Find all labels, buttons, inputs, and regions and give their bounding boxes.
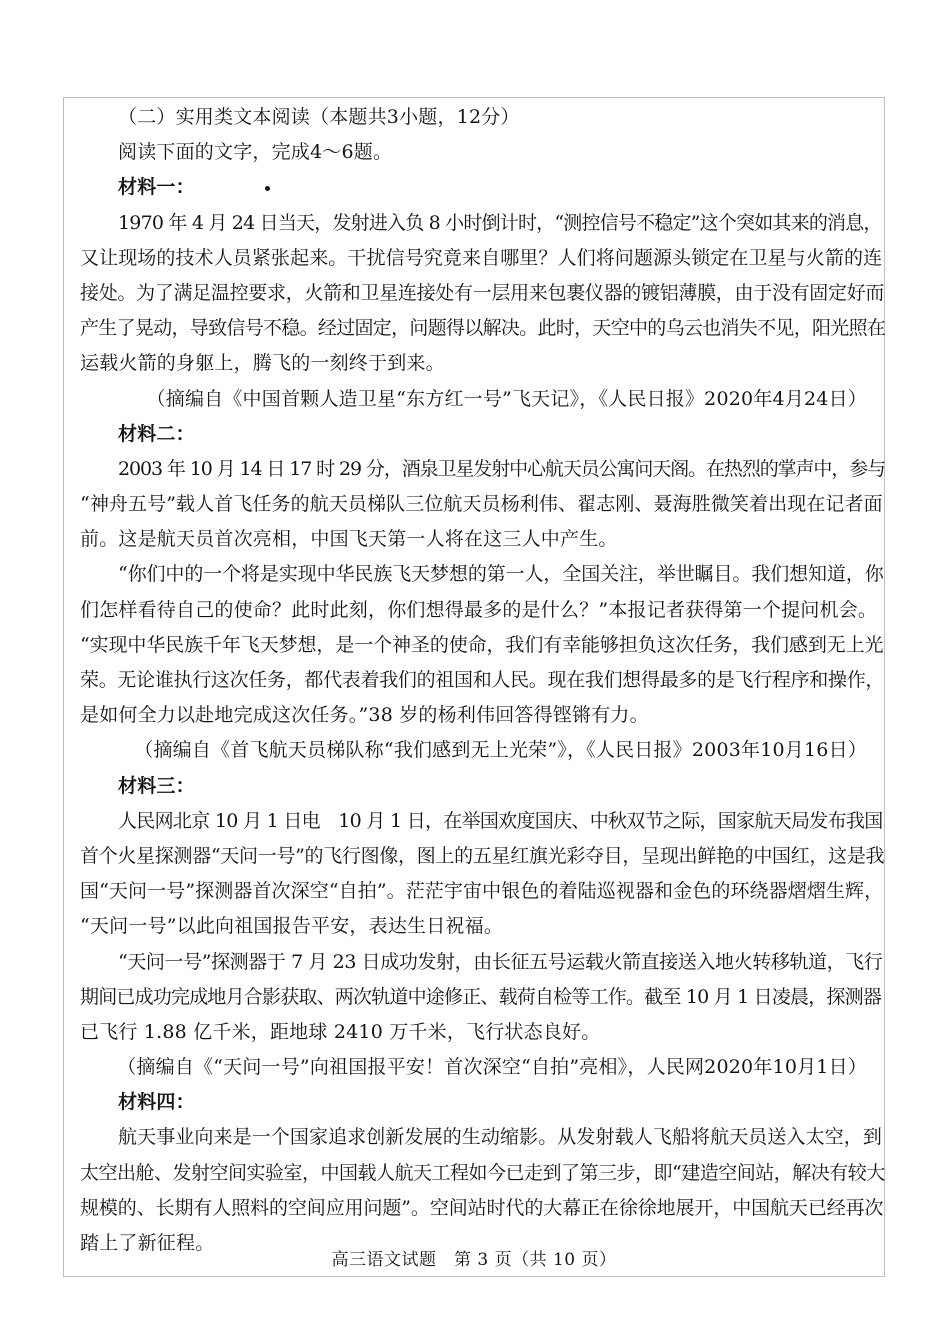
material-1-paragraph [80, 206, 885, 382]
text-line: 接处。为了满足温控要求，火箭和卫星连接处有一层用来包裹仪器的镀铝薄膜，由于没有固定好而 [80, 281, 885, 304]
exam-page-content [80, 100, 885, 1261]
section-title: （二）实用类文本阅读（本题共3小题，12分） [118, 106, 520, 128]
text-line: 国“天问一号”探测器首次深空“自拍”。茫茫宇宙中银色的着陆巡视器和金色的环绕器熠熠生辉， [80, 880, 884, 903]
material-2-paragraph-1 [80, 452, 885, 558]
text-line: 前。这是航天员首次亮相，中国飞天第一人将在这三人中产生。 [80, 528, 618, 551]
material-3-paragraph-1 [80, 804, 885, 945]
text-line: 又让现场的技术人员紧张起来。干扰信号究竟来自哪里？人们将问题源头锁定在卫星与火箭的连 [80, 246, 883, 269]
text-line: 人民网北京 10 月 1 日电 10 月 1 日，在举国欢度国庆、中秋双节之际，国家航天局发布我国 [118, 809, 883, 832]
text-line: 期间已成功完成地月合影获取、两次轨道中途修正、载荷自检等工作。截至 10 月 1 日凌晨，探测器 [80, 985, 882, 1008]
material-1-source: （摘编自《中国首颗人造卫星“东方红一号”飞天记》，《人民日报》2020年4月24日） [146, 387, 867, 410]
text-line: 首个火星探测器“天问一号”的飞行图像，图上的五星红旗光彩夺目，呈现出鲜艳的中国红，这是我 [80, 844, 885, 867]
text-line: 太空出舱、发射空间实验室，中国载人航天工程如今已走到了第三步，即“建造空间站，解决有较大 [80, 1161, 885, 1184]
text-line: 们怎样看待自己的使命？此时此刻，你们想得最多的是什么？”本报记者获得第一个提问机会。 [80, 598, 878, 621]
ink-dot-mark [265, 186, 270, 191]
text-line: “你们中的一个将是实现中华民族飞天梦想的第一人，全国关注，举世瞩目。我们想知道，你 [118, 563, 884, 586]
material-3-paragraph-2 [80, 945, 885, 1051]
text-line: 踏上了新征程。 [80, 1232, 215, 1254]
page-footer: 高三语文试题 第 3 页（共 10 页） [331, 1250, 617, 1270]
text-line: 荣。无论谁执行这次任务，都代表着我们的祖国和人民。现在我们想得最多的是飞行程序和操作， [80, 669, 885, 691]
instruction: 阅读下面的文字，完成4～6题。 [118, 141, 393, 164]
text-line: “实现中华民族千年飞天梦想，是一个神圣的使命，我们有幸能够担负这次任务，我们感到无上光 [80, 633, 884, 656]
material-4-paragraph [80, 1120, 885, 1261]
text-line: 已飞行 1.88 亿千米，距地球 2410 万千米，飞行状态良好。 [80, 1020, 601, 1043]
material-2-source: （摘编自《首飞航天员梯队称“我们感到无上光荣”》，《人民日报》2003年10月16日） [134, 739, 867, 762]
text-line: “神舟五号”载人首飞任务的航天员梯队三位航天员杨利伟、翟志刚、聂海胜微笑着出现在记者面 [80, 493, 883, 516]
text-line: 规模的、长期有人照料的空间应用问题”。空间站时代的大幕正在徐徐地展开，中国航天已经再次 [80, 1196, 884, 1219]
material-2-paragraph-2 [80, 557, 885, 733]
text-line: 1970 年 4 月 24 日当天，发射进入负 8 小时倒计时，“测控信号不稳定”这个突如其来的消息， [118, 211, 882, 234]
text-line: 航天事业向来是一个国家追求创新发展的生动缩影。从发射载人飞船将航天员送入太空，到 [118, 1126, 883, 1149]
text-line: “天问一号”以此向祖国报告平安，表达生日祝福。 [80, 915, 504, 938]
material-4-label: 材料四： [118, 1091, 195, 1114]
material-1-label: 材料一： [80, 170, 885, 205]
material-2-label: 材料二： [118, 422, 195, 445]
material-3-source: （摘编自《“天问一号”向祖国报平安！首次深空“自拍”亮相》，人民网2020年10月1日） [117, 1056, 867, 1079]
text-line: “天问一号”探测器于 7 月 23 日成功发射，由长征五号运载火箭直接送入地火转移轨道，飞行 [118, 950, 883, 973]
material-3-label: 材料三： [118, 774, 195, 797]
text-line: 产生了晃动，导致信号不稳。经过固定，问题得以解决。此时，天空中的乌云也消失不见，阳光照在 [80, 317, 886, 340]
text-line: 是如何全力以赴地完成这次任务。”38 岁的杨利伟回答得铿锵有力。 [80, 704, 649, 727]
text-line: 2003 年 10 月 14 日 17 时 29 分，酒泉卫星发射中心航天员公寓问天阁。在热烈的掌声中，参与 [118, 457, 886, 480]
text-line: 运载火箭的身躯上，腾飞的一刻终于到来。 [80, 352, 445, 375]
